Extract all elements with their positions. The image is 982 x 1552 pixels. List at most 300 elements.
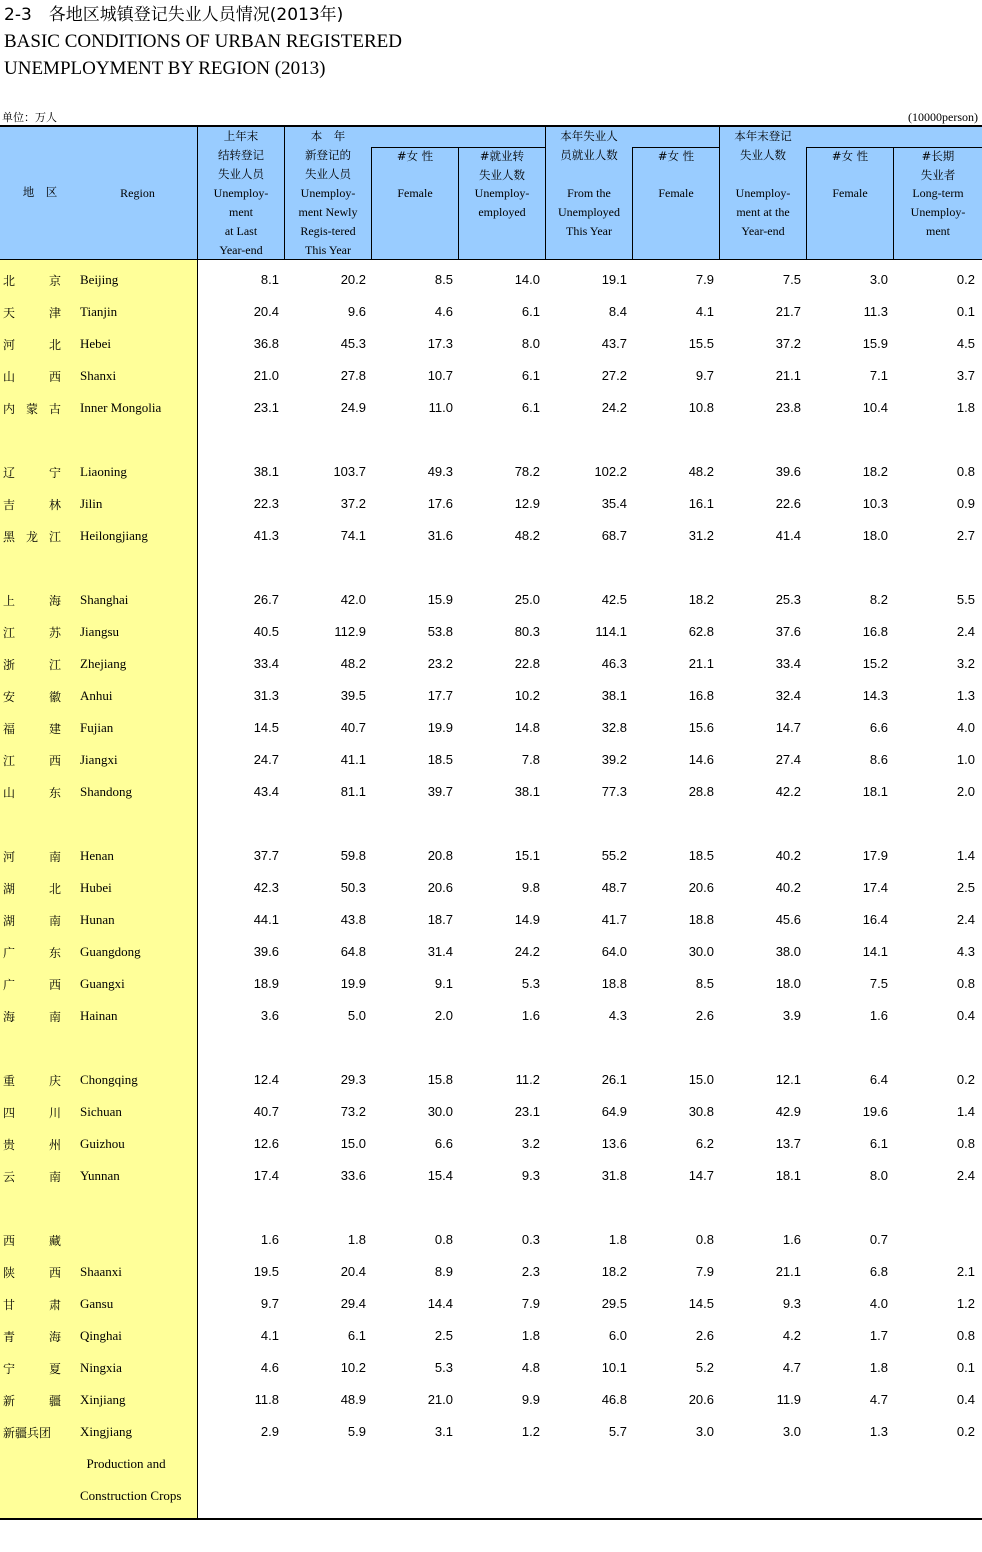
table-row — [0, 681, 982, 713]
cell-value-col6: 3.0 — [695, 1424, 714, 1439]
table-row — [0, 521, 982, 553]
cell-value-col9: 2.5 — [956, 880, 975, 895]
cell-value-col6: 30.8 — [688, 1104, 714, 1119]
cell-value-col1: 40.5 — [253, 624, 279, 639]
cell-value-col2: 81.1 — [340, 784, 366, 799]
header-c9-cn: #长期 失业者 — [920, 149, 956, 182]
table-row — [0, 713, 982, 745]
cell-value-col7: 21.1 — [775, 1264, 801, 1279]
cell-value-col2: 15.0 — [340, 1136, 366, 1151]
cell-value-col2: 73.2 — [340, 1104, 366, 1119]
cell-value-col9: 0.2 — [956, 1072, 975, 1087]
cell-value-col9: 1.4 — [956, 1104, 975, 1119]
region-name-cn: 青 海 — [3, 1330, 62, 1344]
cell-value-col6: 28.8 — [688, 784, 714, 799]
region-name-en: Shandong — [80, 784, 132, 799]
cell-value-col3: 18.7 — [427, 912, 453, 927]
table-spacer-row — [0, 809, 982, 841]
cell-value-col4: 38.1 — [514, 784, 540, 799]
region-name-cn: 广 东 — [3, 946, 62, 960]
cell-value-col8: 4.7 — [869, 1392, 888, 1407]
table-row — [0, 329, 982, 361]
cell-value-col7: 12.1 — [775, 1072, 801, 1087]
cell-value-col1: 18.9 — [253, 976, 279, 991]
cell-value-col8: 1.6 — [869, 1008, 888, 1023]
cell-value-col4: 1.6 — [521, 1008, 540, 1023]
cell-value-col9: 0.4 — [956, 1008, 975, 1023]
cell-value-col2: 24.9 — [340, 400, 366, 415]
cell-value-col1: 40.7 — [253, 1104, 279, 1119]
cell-value-col1: 8.1 — [260, 272, 279, 287]
region-name-en: Guangxi — [80, 976, 125, 991]
cell-value-col2: 74.1 — [340, 528, 366, 543]
cell-value-col8: 15.9 — [862, 336, 888, 351]
table-row — [0, 361, 982, 393]
cell-value-col6: 8.5 — [695, 976, 714, 991]
region-name-cn: 天 津 — [3, 306, 62, 320]
cell-value-col3: 18.5 — [427, 752, 453, 767]
cell-value-col4: 48.2 — [514, 528, 540, 543]
cell-value-col1: 38.1 — [253, 464, 279, 479]
cell-value-col4: 6.1 — [521, 400, 540, 415]
region-name-cn: 吉 林 — [3, 498, 62, 512]
cell-value-col7: 40.2 — [775, 848, 801, 863]
cell-value-col3: 11.0 — [428, 400, 453, 415]
region-name-cn: 重 庆 — [3, 1074, 62, 1088]
cell-value-col4: 3.2 — [521, 1136, 540, 1151]
header-c3-cn: #女 性 — [396, 149, 434, 163]
cell-value-col7: 38.0 — [775, 944, 801, 959]
cell-value-col9: 2.4 — [956, 624, 975, 639]
cell-value-col5: 102.2 — [594, 464, 627, 479]
cell-value-col6: 15.5 — [688, 336, 714, 351]
cell-value-col2: 10.2 — [340, 1360, 366, 1375]
region-name-en: Shanxi — [80, 368, 117, 383]
cell-value-col5: 32.8 — [601, 720, 627, 735]
cell-value-col8: 6.6 — [869, 720, 888, 735]
cell-value-col5: 39.2 — [601, 752, 627, 767]
cell-value-col6: 6.2 — [695, 1136, 714, 1151]
cell-value-col9: 0.8 — [956, 1136, 975, 1151]
cell-value-col1: 17.4 — [253, 1168, 279, 1183]
cell-value-col9: 1.4 — [956, 848, 975, 863]
cell-value-col6: 18.5 — [688, 848, 714, 863]
region-name-en: Xinjiang — [80, 1392, 126, 1407]
cell-value-col7: 42.9 — [775, 1104, 801, 1119]
cell-value-col7: 13.7 — [775, 1136, 801, 1151]
cell-value-col9: 4.0 — [956, 720, 975, 735]
header-c5-en: From the Unemployed This Year — [558, 186, 620, 238]
cell-value-col8: 15.2 — [862, 656, 888, 671]
region-name-cn: 甘 肃 — [3, 1298, 62, 1312]
cell-value-col7: 45.6 — [775, 912, 801, 927]
cell-value-col9: 0.9 — [956, 496, 975, 511]
region-name-en: Yunnan — [80, 1168, 120, 1183]
table-spacer-row — [0, 1033, 982, 1065]
cell-value-col6: 20.6 — [688, 1392, 714, 1407]
table-row — [0, 393, 982, 425]
cell-value-col3: 19.9 — [427, 720, 453, 735]
cell-value-col5: 27.2 — [601, 368, 627, 383]
region-name-en: Zhejiang — [80, 656, 127, 671]
table-row — [0, 1001, 982, 1033]
cell-value-col8: 16.4 — [862, 912, 888, 927]
cell-value-col4: 14.8 — [514, 720, 540, 735]
cell-value-col1: 1.6 — [260, 1232, 279, 1247]
table-title-en-line2: UNEMPLOYMENT BY REGION (2013) — [4, 58, 326, 79]
table-row — [0, 457, 982, 489]
cell-value-col3: 21.0 — [427, 1392, 453, 1407]
region-name-en: Gansu — [80, 1296, 114, 1311]
cell-value-col2: 37.2 — [340, 496, 366, 511]
cell-value-col1: 22.3 — [253, 496, 279, 511]
cell-value-col6: 16.8 — [688, 688, 714, 703]
table-row — [0, 265, 982, 297]
cell-value-col3: 15.8 — [427, 1072, 453, 1087]
cell-value-col3: 49.3 — [427, 464, 453, 479]
cell-value-col1: 42.3 — [253, 880, 279, 895]
cell-value-col2: 42.0 — [340, 592, 366, 607]
cell-value-col8: 19.6 — [862, 1104, 888, 1119]
cell-value-col1: 11.8 — [254, 1392, 279, 1407]
cell-value-col8: 18.2 — [862, 464, 888, 479]
cell-value-col8: 0.7 — [869, 1232, 888, 1247]
table-row — [0, 585, 982, 617]
cell-value-col3: 6.6 — [434, 1136, 453, 1151]
table-row — [0, 489, 982, 521]
cell-value-col6: 21.1 — [688, 656, 714, 671]
cell-value-col9: 0.8 — [956, 1328, 975, 1343]
cell-value-col4: 25.0 — [514, 592, 540, 607]
table-row — [0, 937, 982, 969]
cell-value-col1: 12.4 — [253, 1072, 279, 1087]
cell-value-col4: 0.3 — [521, 1232, 540, 1247]
cell-value-col1: 33.4 — [253, 656, 279, 671]
cell-value-col5: 31.8 — [601, 1168, 627, 1183]
cell-value-col7: 27.4 — [775, 752, 801, 767]
cell-value-col7: 39.6 — [775, 464, 801, 479]
cell-value-col3: 9.1 — [434, 976, 453, 991]
region-name-cn: 河 南 — [3, 850, 62, 864]
header-c9-en: Long-term Unemploy- ment — [910, 186, 966, 238]
region-name-en: Beijing — [80, 272, 119, 287]
cell-value-col6: 20.6 — [688, 880, 714, 895]
cell-value-col3: 14.4 — [427, 1296, 453, 1311]
cell-value-col4: 9.3 — [521, 1168, 540, 1183]
cell-value-col7: 9.3 — [782, 1296, 801, 1311]
table-title-cn: 2-3 各地区城镇登记失业人员情况(2013年) — [4, 5, 344, 25]
cell-value-col4: 8.0 — [521, 336, 540, 351]
cell-value-col5: 64.9 — [601, 1104, 627, 1119]
header-c1-cn: 上年末 结转登记 失业人员 — [218, 129, 264, 181]
cell-value-col3: 23.2 — [427, 656, 453, 671]
cell-value-col5: 13.6 — [601, 1136, 627, 1151]
cell-value-col5: 46.3 — [601, 656, 627, 671]
cell-value-col1: 24.7 — [253, 752, 279, 767]
cell-value-col6: 14.5 — [688, 1296, 714, 1311]
table-row — [0, 297, 982, 329]
cell-value-col2: 33.6 — [340, 1168, 366, 1183]
region-name-en: Anhui — [80, 688, 113, 703]
unit-label-en: (10000person) — [908, 110, 978, 124]
cell-value-col7: 40.2 — [775, 880, 801, 895]
cell-value-col1: 39.6 — [253, 944, 279, 959]
cell-value-col6: 7.9 — [695, 272, 714, 287]
table-row — [0, 745, 982, 777]
cell-value-col6: 16.1 — [688, 496, 714, 511]
table-row — [0, 1417, 982, 1449]
cell-value-col9: 2.7 — [956, 528, 975, 543]
cell-value-col5: 68.7 — [601, 528, 627, 543]
cell-value-col8: 10.4 — [862, 400, 888, 415]
cell-value-col8: 14.1 — [862, 944, 888, 959]
cell-value-col9: 0.8 — [956, 464, 975, 479]
cell-value-col9: 1.8 — [956, 400, 975, 415]
cell-value-col6: 62.8 — [688, 624, 714, 639]
cell-value-col4: 1.8 — [521, 1328, 540, 1343]
cell-value-col3: 39.7 — [427, 784, 453, 799]
region-name-cn: 山 东 — [3, 786, 62, 800]
cell-value-col4: 78.2 — [514, 464, 540, 479]
cell-value-col5: 19.1 — [601, 272, 627, 287]
cell-value-col3: 17.3 — [427, 336, 453, 351]
cell-value-col1: 9.7 — [260, 1296, 279, 1311]
region-name-cn: 辽 宁 — [3, 466, 62, 480]
header-c6-cn: #女 性 — [657, 149, 695, 163]
cell-value-col9: 0.2 — [956, 1424, 975, 1439]
cell-value-col8: 17.4 — [862, 880, 888, 895]
cell-value-col3: 0.8 — [434, 1232, 453, 1247]
header-c7-en: Unemploy- ment at the Year-end — [735, 186, 791, 238]
region-name-en: Qinghai — [80, 1328, 122, 1343]
region-name-en: Jilin — [80, 496, 103, 511]
cell-value-col3: 20.6 — [427, 880, 453, 895]
cell-value-col3: 31.6 — [427, 528, 453, 543]
cell-value-col9: 1.3 — [956, 688, 975, 703]
cell-value-col7: 3.9 — [782, 1008, 801, 1023]
header-c7-cn: 本年末登记 失业人数 — [734, 129, 792, 162]
region-name-en: Henan — [80, 848, 114, 863]
cell-value-col1: 23.1 — [253, 400, 279, 415]
header-c6-en: Female — [658, 186, 694, 200]
cell-value-col3: 31.4 — [427, 944, 453, 959]
region-name-en: Hainan — [80, 1008, 118, 1023]
region-name-cn: 浙 江 — [3, 658, 62, 672]
cell-value-col2: 5.9 — [347, 1424, 366, 1439]
cell-value-col1: 2.9 — [260, 1424, 279, 1439]
header-region-en: Region — [120, 186, 155, 200]
table-row — [0, 1097, 982, 1129]
cell-value-col4: 24.2 — [514, 944, 540, 959]
cell-value-col4: 22.8 — [514, 656, 540, 671]
cell-value-col9: 0.1 — [956, 1360, 975, 1375]
cell-value-col9: 0.8 — [956, 976, 975, 991]
cell-value-col1: 43.4 — [253, 784, 279, 799]
cell-value-col9: 0.4 — [956, 1392, 975, 1407]
cell-value-col2: 59.8 — [340, 848, 366, 863]
cell-value-col8: 4.0 — [869, 1296, 888, 1311]
region-name-en: Hubei — [80, 880, 112, 895]
region-name-cn: 云 南 — [3, 1170, 62, 1184]
cell-value-col8: 16.8 — [862, 624, 888, 639]
cell-value-col2: 103.7 — [333, 464, 366, 479]
header-c4-en: Unemploy- employed — [474, 186, 530, 219]
cell-value-col3: 8.5 — [434, 272, 453, 287]
cell-value-col1: 41.3 — [253, 528, 279, 543]
cell-value-col8: 17.9 — [862, 848, 888, 863]
cell-value-col3: 3.1 — [434, 1424, 453, 1439]
region-name-en: Fujian — [80, 720, 114, 735]
cell-value-col8: 6.4 — [869, 1072, 888, 1087]
cell-value-col9: 4.3 — [956, 944, 975, 959]
cell-value-col5: 48.7 — [601, 880, 627, 895]
cell-value-col9: 2.1 — [956, 1264, 975, 1279]
cell-value-col4: 2.3 — [521, 1264, 540, 1279]
table-row — [0, 1161, 982, 1193]
cell-value-col4: 23.1 — [514, 1104, 540, 1119]
cell-value-col3: 17.7 — [427, 688, 453, 703]
cell-value-col5: 55.2 — [601, 848, 627, 863]
cell-value-col9: 1.0 — [956, 752, 975, 767]
region-name-cn: 内 蒙 古 — [3, 402, 62, 416]
region-name-cn: 贵 州 — [3, 1138, 62, 1152]
cell-value-col5: 26.1 — [601, 1072, 627, 1087]
region-name-en: Hunan — [80, 912, 115, 927]
region-name-cn: 西 藏 — [3, 1234, 62, 1248]
region-name-en: Guizhou — [80, 1136, 125, 1151]
header-c3-en: Female — [397, 186, 433, 200]
cell-value-col3: 2.0 — [434, 1008, 453, 1023]
region-name-cn: 四 川 — [3, 1106, 62, 1120]
cell-value-col9: 3.2 — [956, 656, 975, 671]
cell-value-col4: 14.0 — [514, 272, 540, 287]
table-row — [0, 841, 982, 873]
region-name-cn: 山 西 — [3, 370, 62, 384]
cell-value-col8: 18.1 — [862, 784, 888, 799]
region-name-cn: 北 京 — [3, 274, 62, 288]
cell-value-col5: 18.8 — [601, 976, 627, 991]
table-row — [0, 1225, 982, 1257]
cell-value-col7: 22.6 — [775, 496, 801, 511]
region-name-en: Tianjin — [80, 304, 118, 319]
region-name-cn: 河 北 — [3, 338, 62, 352]
region-name-cn: 江 西 — [3, 754, 62, 768]
cell-value-col3: 15.9 — [427, 592, 453, 607]
table-row — [0, 1129, 982, 1161]
cell-value-col3: 17.6 — [427, 496, 453, 511]
cell-value-col7: 18.1 — [775, 1168, 801, 1183]
cell-value-col9: 2.4 — [956, 912, 975, 927]
cell-value-col1: 26.7 — [253, 592, 279, 607]
cell-value-col2: 39.5 — [340, 688, 366, 703]
cell-value-col2: 48.2 — [340, 656, 366, 671]
cell-value-col1: 14.5 — [253, 720, 279, 735]
cell-value-col1: 20.4 — [253, 304, 279, 319]
cell-value-col2: 9.6 — [347, 304, 366, 319]
cell-value-col4: 10.2 — [514, 688, 540, 703]
cell-value-col6: 0.8 — [695, 1232, 714, 1247]
cell-value-col8: 10.3 — [862, 496, 888, 511]
cell-value-col5: 24.2 — [601, 400, 627, 415]
header-c8-cn: #女 性 — [831, 149, 869, 163]
cell-value-col4: 15.1 — [514, 848, 540, 863]
cell-value-col6: 15.6 — [688, 720, 714, 735]
table-title-en-line1: BASIC CONDITIONS OF URBAN REGISTERED — [4, 31, 402, 52]
cell-value-col1: 12.6 — [253, 1136, 279, 1151]
cell-value-col3: 10.7 — [427, 368, 453, 383]
cell-value-col7: 7.5 — [782, 272, 801, 287]
cell-value-col3: 30.0 — [427, 1104, 453, 1119]
table-row — [0, 1481, 982, 1513]
cell-value-col2: 40.7 — [340, 720, 366, 735]
table-spacer-row — [0, 553, 982, 585]
region-name-cn: 安 徽 — [3, 690, 62, 704]
cell-value-col2: 29.4 — [340, 1296, 366, 1311]
cell-value-col2: 112.9 — [334, 624, 366, 639]
cell-value-col5: 10.1 — [601, 1360, 627, 1375]
cell-value-col7: 37.2 — [775, 336, 801, 351]
cell-value-col3: 15.4 — [427, 1168, 453, 1183]
region-name-en: Shaanxi — [80, 1264, 122, 1279]
region-name-en: Hebei — [80, 336, 112, 351]
region-name-cn: 新疆兵团 — [3, 1426, 52, 1440]
region-name-cn: 湖 南 — [3, 914, 62, 928]
cell-value-col1: 36.8 — [253, 336, 279, 351]
cell-value-col5: 38.1 — [601, 688, 627, 703]
cell-value-col8: 1.7 — [869, 1328, 888, 1343]
cell-value-col9: 0.1 — [956, 304, 975, 319]
cell-value-col2: 48.9 — [340, 1392, 366, 1407]
cell-value-col8: 8.0 — [869, 1168, 888, 1183]
cell-value-col9: 2.4 — [956, 1168, 975, 1183]
cell-value-col8: 11.3 — [863, 304, 888, 319]
table-row — [0, 1385, 982, 1417]
cell-value-col7: 11.9 — [776, 1392, 801, 1407]
region-name-cn: 湖 北 — [3, 882, 62, 896]
cell-value-col5: 42.5 — [601, 592, 627, 607]
table-row — [0, 1321, 982, 1353]
cell-value-col5: 46.8 — [601, 1392, 627, 1407]
cell-value-col3: 2.5 — [434, 1328, 453, 1343]
cell-value-col3: 53.8 — [427, 624, 453, 639]
region-name-cn: 福 建 — [3, 722, 62, 736]
cell-value-col2: 43.8 — [340, 912, 366, 927]
region-name-en: Shanghai — [80, 592, 129, 607]
cell-value-col3: 5.3 — [434, 1360, 453, 1375]
cell-value-col7: 21.1 — [775, 368, 801, 383]
cell-value-col7: 41.4 — [775, 528, 801, 543]
table-row — [0, 617, 982, 649]
header-c2-en: Unemploy- ment Newly Regis-tered This Year — [298, 186, 358, 257]
region-name-en: Liaoning — [80, 464, 127, 479]
header-c4-cn: #就业转 失业人数 — [479, 149, 525, 182]
cell-value-col4: 6.1 — [521, 304, 540, 319]
cell-value-col2: 29.3 — [340, 1072, 366, 1087]
cell-value-col2: 20.2 — [340, 272, 366, 287]
cell-value-col1: 21.0 — [253, 368, 279, 383]
table-row — [0, 1449, 982, 1481]
cell-value-col5: 8.4 — [608, 304, 627, 319]
region-name-en: Heilongjiang — [80, 528, 148, 543]
cell-value-col2: 19.9 — [340, 976, 366, 991]
cell-value-col4: 5.3 — [521, 976, 540, 991]
region-name-cn: 上 海 — [3, 594, 62, 608]
cell-value-col6: 31.2 — [688, 528, 714, 543]
cell-value-col7: 33.4 — [775, 656, 801, 671]
cell-value-col2: 41.1 — [340, 752, 366, 767]
cell-value-col4: 9.9 — [521, 1392, 540, 1407]
cell-value-col4: 6.1 — [521, 368, 540, 383]
